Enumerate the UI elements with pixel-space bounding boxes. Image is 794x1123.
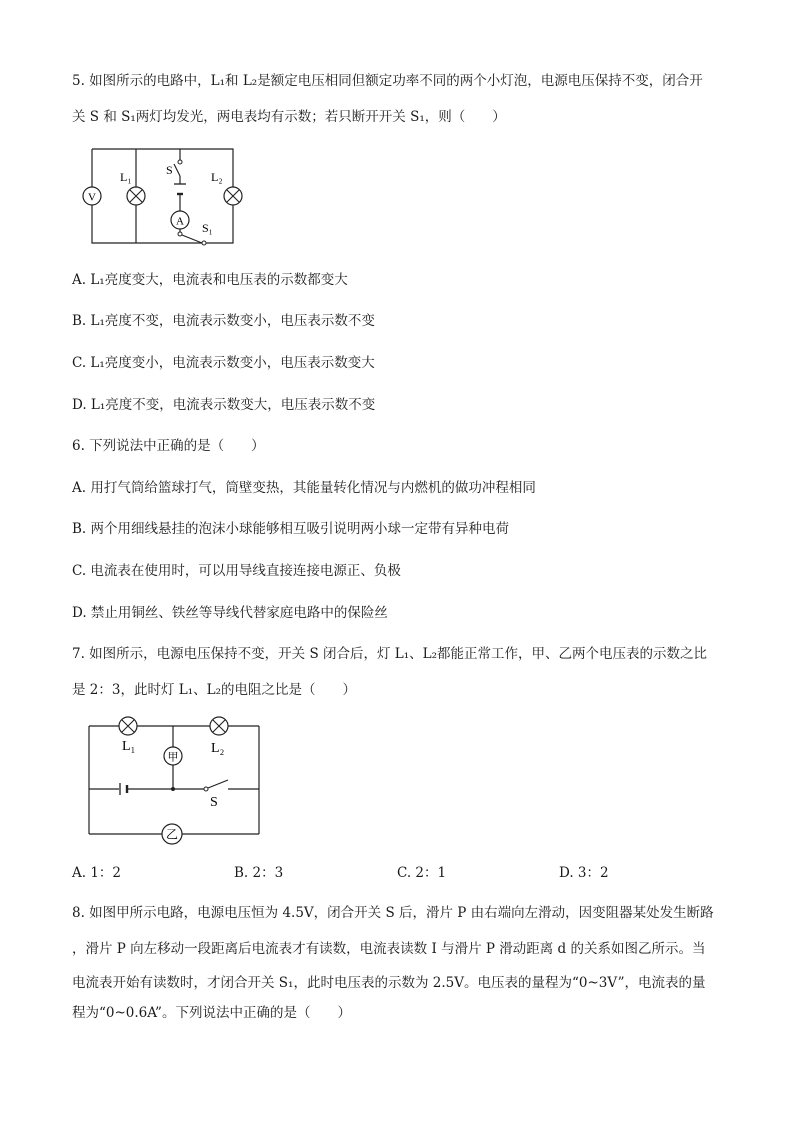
junction-dot — [171, 787, 175, 791]
lamp-l1-symbol — [120, 170, 145, 205]
svg-text:乙: 乙 — [165, 827, 179, 842]
ammeter-symbol — [171, 211, 189, 229]
lamp-l1-symbol — [119, 717, 137, 754]
q5-stem-line1: 5. 如图所示的电路中，L₁和 L₂是额定电压相同但额定功率不同的两个小灯泡，电源电压保持不变，闭合开 — [72, 73, 703, 89]
q7-option-c: C. 2：1 — [397, 865, 447, 881]
voltmeter-jia-symbol — [164, 747, 182, 765]
svg-text:V: V — [88, 191, 96, 204]
q5-option-d: D. L₁亮度不变，电流表示数变大，电压表示数不变 — [72, 397, 376, 413]
q8-stem-line3: 电流表开始有读数时，才闭合开关 S₁，此时电压表的示数为 2.5V。电压表的量程为“0~3V”，电流表的量 — [72, 975, 706, 991]
svg-text:A: A — [176, 215, 184, 228]
q8-stem-line4: 程为“0~0.6A”。下列说法中正确的是（ ） — [72, 1005, 351, 1021]
battery-symbol — [120, 783, 127, 795]
q6-option-b: B. 两个用细线悬挂的泡沫小球能够相互吸引说明两小球一定带有异种电荷 — [72, 521, 510, 537]
q7-option-b: B. 2：3 — [234, 865, 284, 881]
switch-s-symbol — [204, 780, 228, 810]
battery-symbol — [174, 184, 186, 194]
q7-option-d: D. 3：2 — [559, 865, 609, 881]
q5-circuit-diagram — [78, 140, 248, 250]
svg-text:L₁: L₁ — [122, 739, 136, 754]
q7-stem-line1: 7. 如图所示，电源电压保持不变，开关 S 闭合后，灯 L₁、L₂都能正常工作，甲、乙两个电压表的示数之比 — [72, 646, 708, 662]
q8-stem-line1: 8. 如图甲所示电路，电源电压恒为 4.5V，闭合开关 S 后，滑片 P 由右端向左滑动，因变阻器某处发生断路 — [72, 905, 714, 921]
svg-text:S: S — [166, 163, 173, 177]
q8-stem-line2: ，滑片 P 向左移动一段距离后电流表才有读数，电流表读数 I 与滑片 P 滑动距离 d 的关系如图乙所示。当 — [72, 941, 706, 957]
q7-option-a: A. 1：2 — [72, 865, 122, 881]
q5-option-a: A. L₁亮度变大，电流表和电压表的示数都变大 — [72, 272, 348, 288]
q5-option-c: C. L₁亮度变小，电流表示数变小，电压表示数变大 — [72, 355, 375, 371]
voltmeter-yi-symbol — [162, 824, 182, 844]
svg-text:甲: 甲 — [167, 750, 179, 764]
q6-option-d: D. 禁止用铜丝、铁丝等导线代替家庭电路中的保险丝 — [72, 605, 388, 621]
svg-text:S: S — [210, 795, 218, 810]
svg-text:L₂: L₂ — [211, 741, 225, 756]
q7-circuit-diagram — [82, 712, 266, 850]
switch-s-symbol — [166, 160, 182, 177]
q6-option-a: A. 用打气筒给篮球打气，筒壁变热，其能量转化情况与内燃机的做功冲程相同 — [72, 480, 536, 496]
svg-text:L₂: L₂ — [211, 170, 223, 184]
lamp-l2-symbol — [210, 717, 228, 756]
q5-stem-line2: 关 S 和 S₁两灯均发光，两电表均有示数；若只断开开关 S₁，则（ ） — [72, 109, 506, 125]
q6-option-c: C. 电流表在使用时，可以用导线直接连接电源正、负极 — [72, 563, 401, 579]
q5-option-b: B. L₁亮度不变，电流表示数变小，电压表示数不变 — [72, 313, 375, 329]
lamp-l2-symbol — [211, 170, 242, 205]
svg-text:S₁: S₁ — [202, 221, 213, 235]
svg-text:L₁: L₁ — [120, 170, 132, 184]
voltmeter-symbol — [83, 187, 101, 205]
q6-stem: 6. 下列说法中正确的是（ ） — [72, 438, 265, 454]
q7-stem-line2: 是 2：3，此时灯 L₁、L₂的电阻之比是（ ） — [72, 682, 357, 698]
